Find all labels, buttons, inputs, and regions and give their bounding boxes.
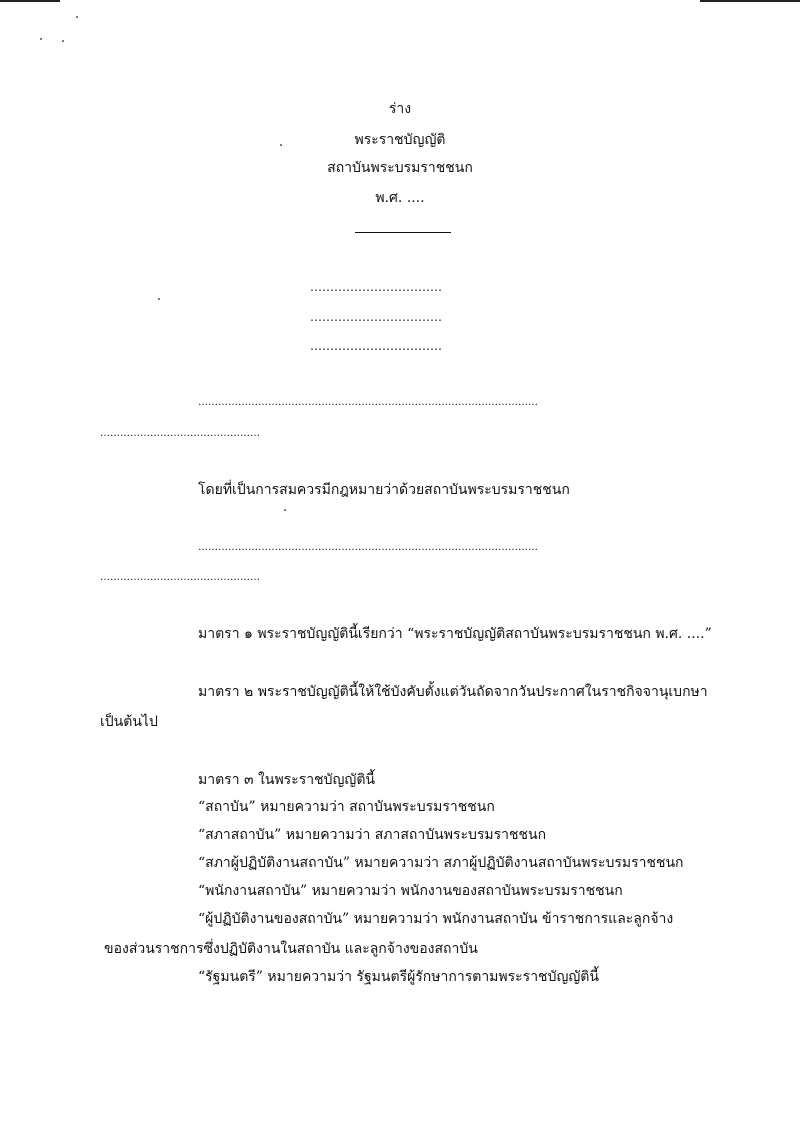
scan-speck: [62, 40, 64, 42]
scan-edge-mark-left: [0, 0, 60, 2]
dots-line: ……………………………: [310, 280, 442, 294]
scan-edge-mark-right: [700, 0, 800, 2]
preamble-dots: …………………………………………: [100, 428, 260, 439]
year-line: พ.ศ. ....: [375, 190, 425, 206]
definition-council: “สภาสถาบัน” หมายความว่า สภาสถาบันพระบรมราชชนก: [198, 827, 547, 843]
definition-worker-line-2: ของส่วนราชการซึ่งปฏิบัติงานในสถาบัน และลูกจ้างของสถาบัน: [104, 941, 478, 957]
dots-line: ……………………………: [310, 339, 442, 353]
scan-speck: [284, 509, 286, 511]
act-word: พระราชบัญญัติ: [354, 132, 446, 148]
draft-label: ร่าง: [388, 101, 412, 117]
section-2-line-2: เป็นต้นไป: [100, 714, 158, 730]
definition-institution: “สถาบัน” หมายความว่า สถาบันพระบรมราชชนก: [198, 799, 495, 815]
dots-line: ……………………………: [310, 310, 442, 324]
preamble-dots: …………………………………………………………………………………………: [198, 397, 538, 408]
section-2-line-1: มาตรา ๒ พระราชบัญญัตินี้ให้ใช้บังคับตั้งแต่วันถัดจากวันประกาศในราชกิจจานุเบกษา: [198, 684, 708, 700]
preamble-reason: โดยที่เป็นการสมควรมีกฎหมายว่าด้วยสถาบันพระบรมราชชนก: [198, 482, 570, 498]
preamble-dots: …………………………………………: [100, 572, 260, 583]
scan-speck: [40, 38, 42, 40]
section-3-heading: มาตรา ๓ ในพระราชบัญญัตินี้: [198, 772, 375, 788]
definition-worker-line-1: “ผู้ปฏิบัติงานของสถาบัน” หมายความว่า พนักงานสถาบัน ข้าราชการและลูกจ้าง: [198, 911, 674, 927]
definition-staff-council: “สภาผู้ปฏิบัติงานสถาบัน” หมายความว่า สภาผู้ปฏิบัติงานสถาบันพระบรมราชชนก: [198, 855, 684, 871]
title-underline: [355, 232, 451, 233]
definition-minister: “รัฐมนตรี” หมายความว่า รัฐมนตรีผู้รักษาการตามพระราชบัญญัตินี้: [198, 969, 599, 985]
institution-name: สถาบันพระบรมราชชนก: [327, 160, 473, 176]
scan-speck: [158, 298, 160, 300]
preamble-dots: …………………………………………………………………………………………: [198, 542, 538, 553]
scan-speck: [76, 16, 78, 18]
section-1: มาตรา ๑ พระราชบัญญัตินี้เรียกว่า “พระราชบัญญัติสถาบันพระบรมราชชนก พ.ศ. ....”: [198, 626, 712, 642]
definition-employee: “พนักงานสถาบัน” หมายความว่า พนักงานของสถาบันพระบรมราชชนก: [198, 883, 623, 899]
